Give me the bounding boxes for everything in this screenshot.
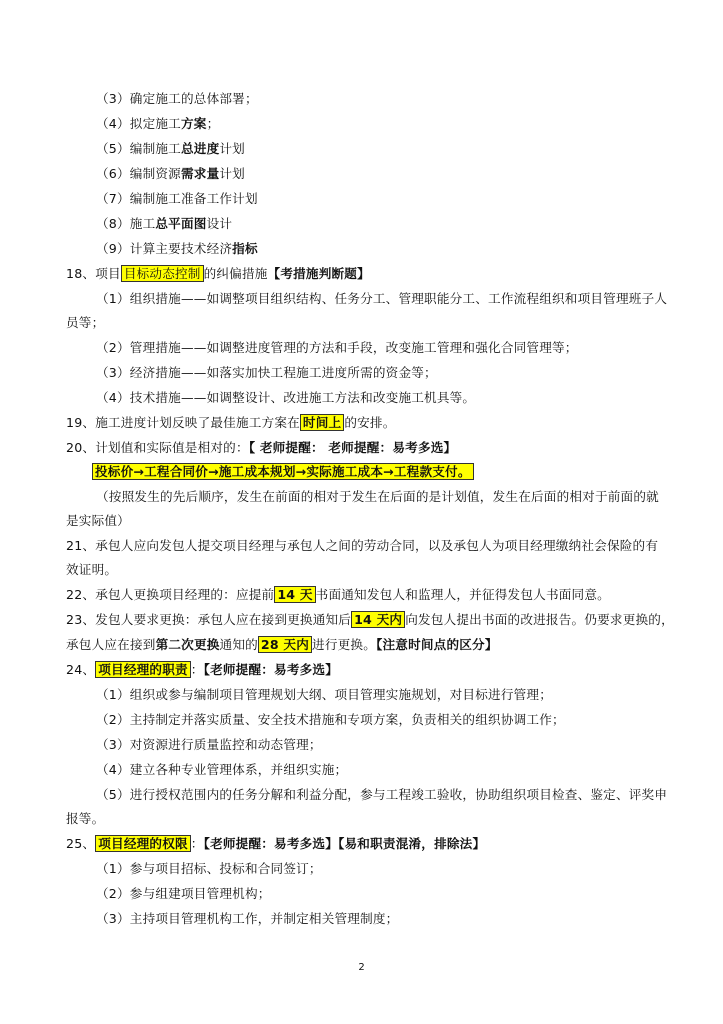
list-item: （5）进行授权范围内的任务分解和利益分配，参与工程竣工验收，协助组织项目检查、鉴定、评奖申 (96, 787, 668, 802)
list-item-continued: 报等。 (66, 811, 105, 826)
section-heading: 21、承包人应向发包人提交项目经理与承包人之间的劳动合同，以及承包人为项目经理缴纳社会保险的有 (66, 538, 659, 553)
highlight: 28 天内 (258, 636, 312, 653)
list-item: （3）对资源进行质量监控和动态管理； (96, 737, 322, 752)
paragraph-continued: 是实际值） (66, 513, 130, 528)
paragraph: （按照发生的先后顺序，发生在前面的相对于发生在后面的是计划值，发生在后面的相对于前面的就 (96, 489, 659, 504)
highlight: 项目经理的职责 (95, 661, 191, 678)
page-number: 2 (358, 962, 365, 973)
list-item: （9）计算主要技术经济指标 (96, 241, 258, 256)
section-heading: 20、计划值和实际值是相对的：【 老师提醒： 老师提醒：易考多选】 (66, 440, 457, 455)
paragraph-continued: 效证明。 (66, 562, 118, 577)
list-item: （3）主持项目管理机构工作，并制定相关管理制度； (96, 911, 399, 926)
list-item: （8）施工总平面图设计 (96, 216, 233, 231)
list-item: （5）编制施工总进度计划 (96, 141, 245, 156)
list-item: （7）编制施工准备工作计划 (96, 191, 258, 206)
highlight: 项目经理的权限 (95, 835, 191, 852)
list-item: （3）经济措施——如落实加快工程施工进度所需的资金等； (96, 365, 437, 380)
list-item: （3）确定施工的总体部署； (96, 91, 258, 106)
highlight-line (92, 463, 474, 481)
list-item: （2）主持制定并落实质量、安全技术措施和专项方案，负责相关的组织协调工作； (96, 712, 565, 727)
section-heading: 19、施工进度计划反映了最佳施工方案在 时间上 的安排。 (66, 415, 396, 430)
paragraph-continued: 承包人应在接到第二次更换通知的 28 天内 进行更换。【注意时间点的区分】 (66, 637, 498, 652)
section-heading: 18、项目 目标动态控制 的纠偏措施【考措施判断题】 (66, 266, 370, 281)
list-item: （6）编制资源需求量计划 (96, 166, 245, 181)
list-item: （2）参与组建项目管理机构； (96, 886, 271, 901)
section-heading: 25、 项目经理的权限 ：【老师提醒：易考多选】【易和职责混淆，排除法】 (66, 836, 486, 851)
list-item: （4）拟定施工方案； (96, 116, 220, 131)
list-item: （1）参与项目招标、投标和合同签订； (96, 861, 322, 876)
highlight: 14 天 (274, 586, 315, 603)
list-item: （1）组织或参与编制项目管理规划大纲、项目管理实施规划，对目标进行管理； (96, 687, 552, 702)
list-item: （1）组织措施——如调整项目组织结构、任务分工、管理职能分工、工作流程组织和项目管理班子人 (96, 291, 668, 306)
highlight: 目标动态控制 (121, 265, 204, 282)
highlight: 时间上 (300, 414, 344, 431)
section-heading: 23、发包人要求更换：承包人应在接到更换通知后 14 天内 向发包人提出书面的改进报告。仍要求更换的， (66, 612, 674, 627)
list-item: （4）建立各种专业管理体系，并组织实施； (96, 762, 348, 777)
list-item-continued: 员等； (66, 315, 105, 330)
list-item: （4）技术措施——如调整设计、改进施工方法和改变施工机具等。 (96, 390, 476, 405)
highlight: 投标价→工程合同价→施工成本规划→实际施工成本→工程款支付。 (92, 463, 474, 480)
section-heading: 22、承包人更换项目经理的：应提前 14 天 书面通知发包人和监理人，并征得发包人书面同意。 (66, 587, 610, 602)
list-item: （2）管理措施——如调整进度管理的方法和手段，改变施工管理和强化合同管理等； (96, 340, 578, 355)
highlight: 14 天内 (351, 611, 405, 628)
section-heading: 24、 项目经理的职责 ：【老师提醒：易考多选】 (66, 662, 339, 677)
